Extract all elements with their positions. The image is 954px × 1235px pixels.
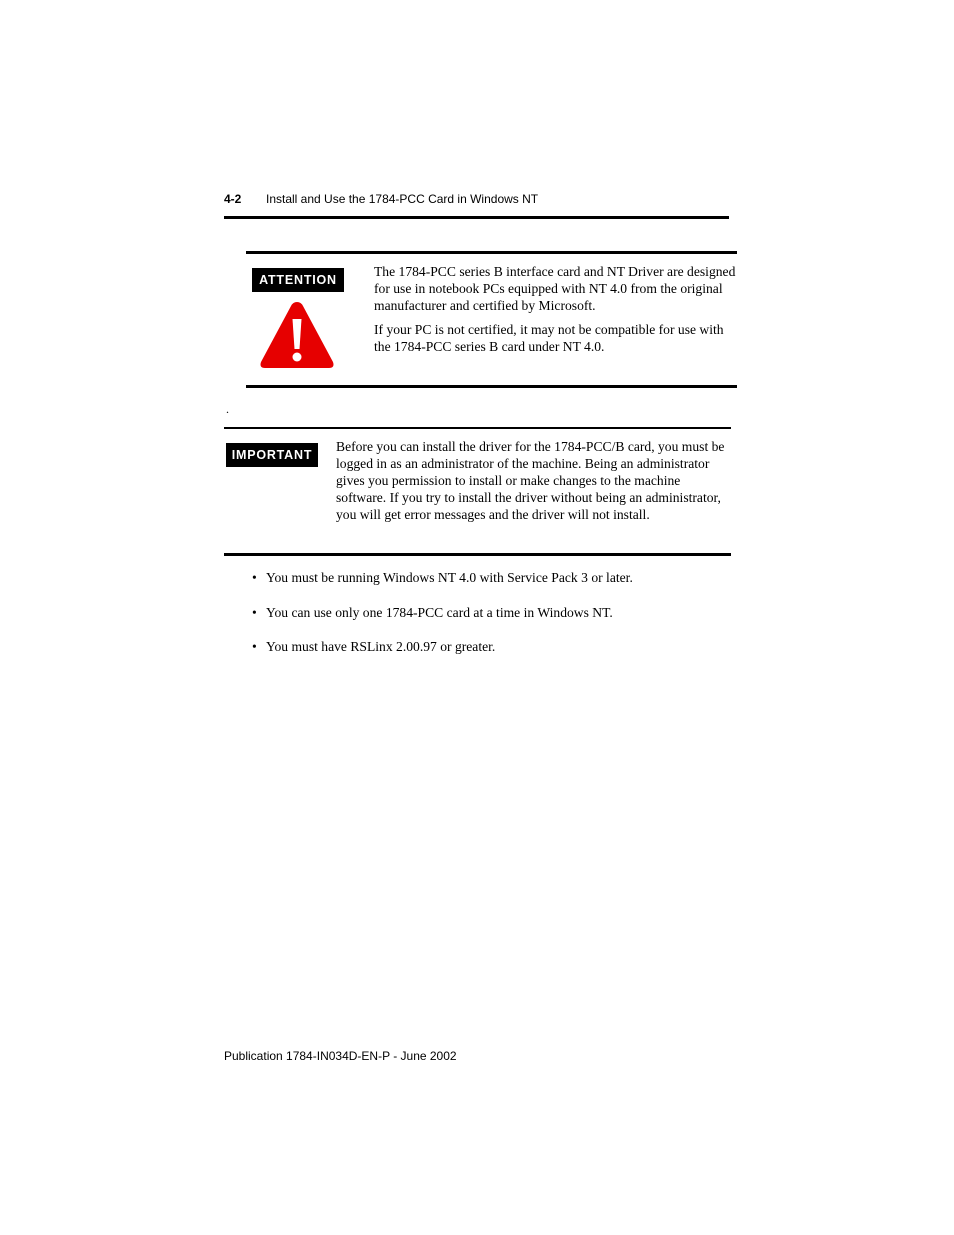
running-title: Install and Use the 1784-PCC Card in Windows NT <box>266 192 539 206</box>
list-item-text: You must be running Windows NT 4.0 with Service Pack 3 or later. <box>266 570 633 585</box>
attention-label: ATTENTION <box>252 268 344 292</box>
list-item <box>252 569 732 604</box>
important-text: Before you can install the driver for the 1784-PCC/B card, you must be logged in as an administrator of the machine. Being an administrator gives you permission to install or make changes to the machine software. If you try to install the driver without being an administrator, you will get error messages and the driver will not install. <box>336 439 725 522</box>
important-box <box>224 427 731 556</box>
attention-paragraph: The 1784-PCC series B interface card and NT Driver are designed for use in notebook PCs equipped with NT 4.0 from the original manufacturer and certified by Microsoft. <box>374 264 736 313</box>
list-item-text: You can use only one 1784-PCC card at a time in Windows NT. <box>266 604 613 620</box>
page-number: 4-2 <box>224 192 242 206</box>
list-item <box>252 604 732 639</box>
warning-triangle-icon <box>258 299 336 371</box>
attention-box <box>246 251 737 388</box>
running-header <box>224 192 729 219</box>
bullet-glyph: • <box>252 570 257 585</box>
bullet-glyph: • <box>252 604 257 620</box>
list-item-text: You must have RSLinx 2.00.97 or greater. <box>266 639 496 654</box>
attention-text <box>374 263 736 362</box>
list-item <box>252 638 732 673</box>
stray-mark: . <box>226 402 229 416</box>
important-label: IMPORTANT <box>226 443 318 467</box>
bullet-glyph: • <box>252 639 257 654</box>
attention-paragraph: If your PC is not certified, it may not be compatible for use with the 1784-PCC series B card under NT 4.0. <box>374 322 724 354</box>
publication-footer: Publication 1784-IN034D-EN-P - June 2002 <box>224 1049 457 1063</box>
requirements-list <box>252 569 732 673</box>
